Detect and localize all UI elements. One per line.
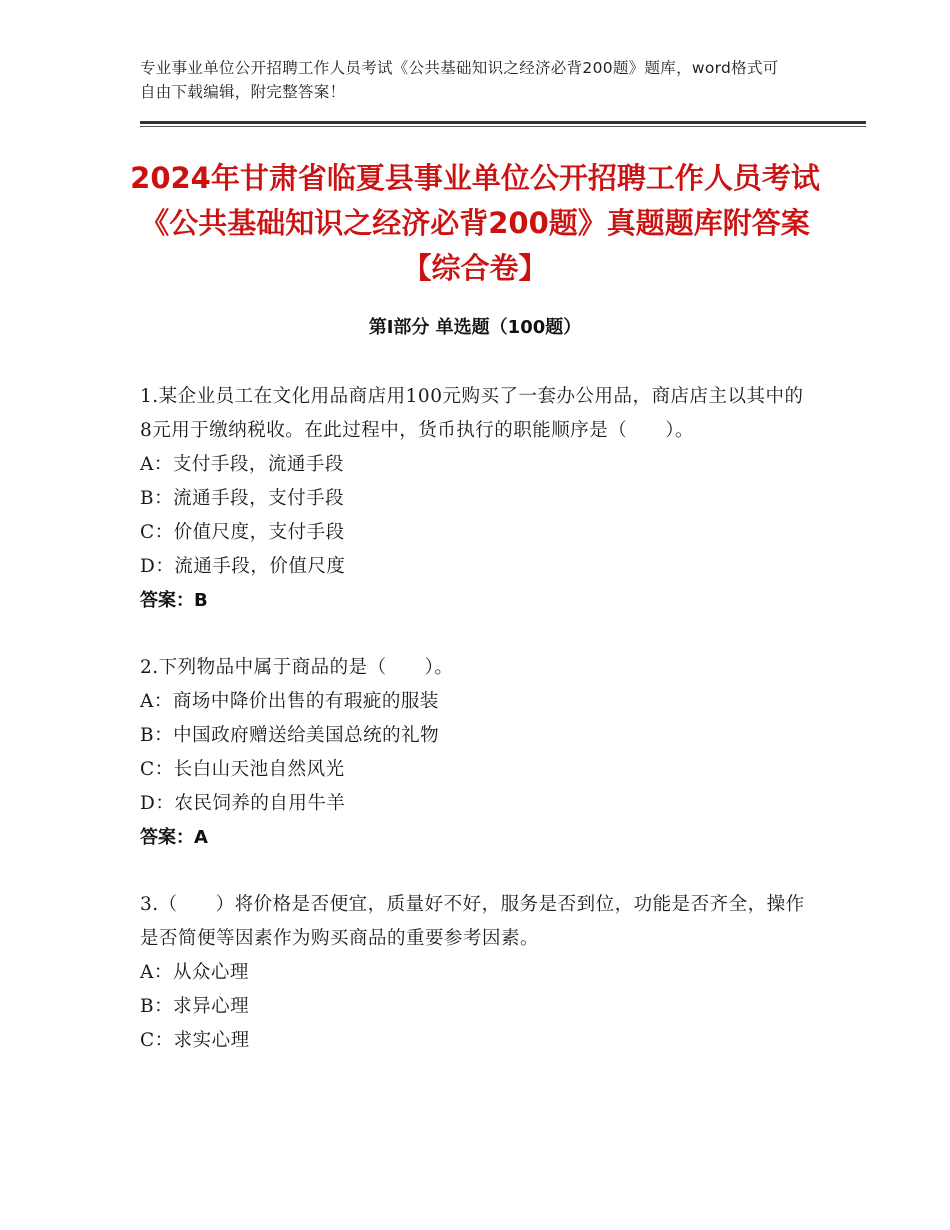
document-title: 2024年甘肃省临夏县事业单位公开招聘工作人员考试《公共基础知识之经济必背200题》真题题库附答案【综合卷】 (130, 161, 820, 285)
answer-label: 答案：A (140, 827, 208, 848)
option-c: C：长白山天池自然风光 (140, 759, 345, 780)
answer-label: 答案：B (140, 590, 208, 611)
header-rule-thin (140, 126, 866, 127)
question-1 (140, 380, 810, 618)
option-c: C：价值尺度，支付手段 (140, 522, 345, 543)
option-b: B：流通手段，支付手段 (140, 488, 345, 509)
question-stem: 2.下列物品中属于商品的是（ ）。 (140, 657, 454, 678)
header-rule-thick (140, 121, 866, 124)
option-b: B：中国政府赠送给美国总统的礼物 (140, 725, 440, 746)
option-a: A：支付手段，流通手段 (140, 454, 344, 475)
option-d: D：流通手段，价值尺度 (140, 556, 346, 577)
option-a: A：从众心理 (140, 962, 249, 983)
question-stem: 3.（ ）将价格是否便宜，质量好不好，服务是否到位，功能是否齐全，操作是否简便等因素作为购买商品的重要参考因素。 (140, 894, 805, 949)
option-c: C：求实心理 (140, 1030, 250, 1051)
option-b: B：求异心理 (140, 996, 250, 1017)
question-list (140, 380, 810, 1091)
question-stem: 1.某企业员工在文化用品商店用100元购买了一套办公用品，商店店主以其中的8元用于缴纳税收。在此过程中，货币执行的职能顺序是（ ）。 (140, 386, 804, 441)
section-title: 第I部分 单选题（100题） (368, 317, 582, 338)
question-2 (140, 651, 810, 855)
option-d: D：农民饲养的自用牛羊 (140, 793, 346, 814)
header-note: 专业事业单位公开招聘工作人员考试《公共基础知识之经济必背200题》题库，word格式可自由下载编辑，附完整答案！ (140, 59, 779, 101)
option-a: A：商场中降价出售的有瑕疵的服装 (140, 691, 439, 712)
question-3 (140, 888, 810, 1058)
